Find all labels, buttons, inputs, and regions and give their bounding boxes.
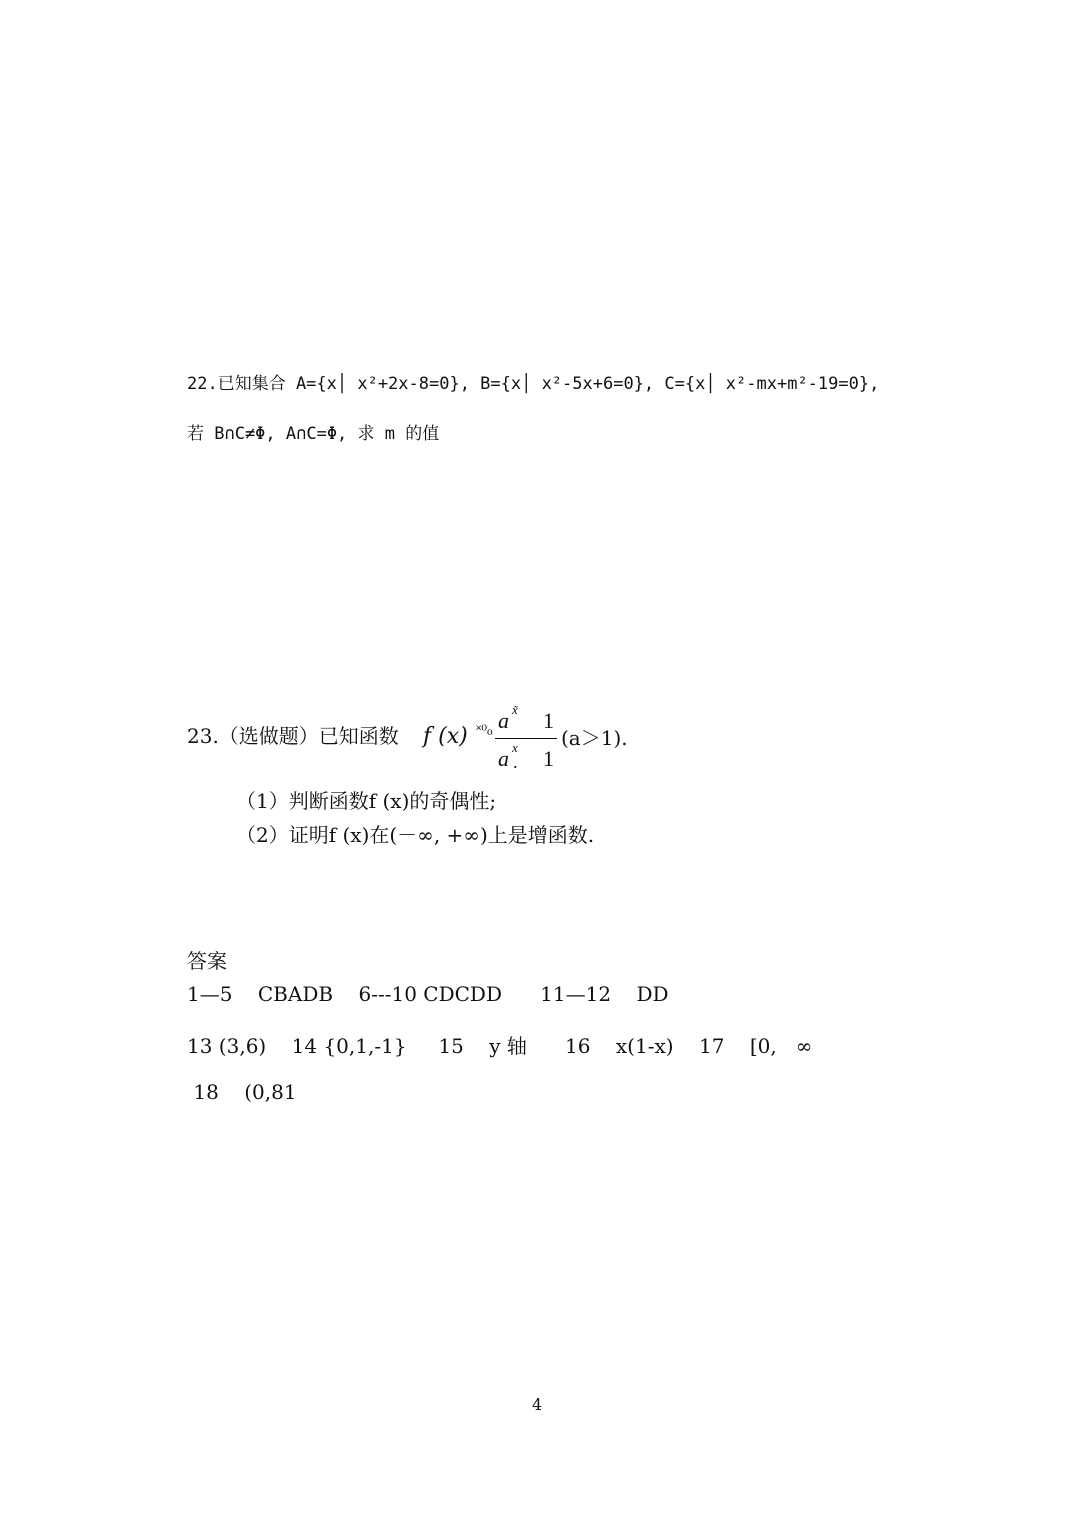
answers-row-3: 18 (0,81	[187, 1080, 297, 1104]
question-23-part-2: （2）证明f (x)在(－∞, +∞)上是增函数.	[236, 823, 595, 847]
answers-row-1: 1—5 CBADB 6---10 CDCDD 11—12 DD	[187, 982, 669, 1006]
fraction-bar	[495, 738, 557, 739]
denominator-dot: .	[513, 752, 518, 772]
denominator-base: a	[498, 746, 509, 771]
numerator-base: a	[498, 708, 509, 733]
question-23-garbled-equals: ˟⁰₀	[476, 723, 493, 739]
question-22-line-1: 22.已知集合 A={x│ x²+2x-8=0}, B={x│ x²-5x+6=0}, C={x│ x²-mx+m²-19=0},	[187, 374, 880, 394]
numerator-one: 1	[543, 708, 554, 733]
denominator-one: 1	[543, 746, 554, 771]
question-23-prefix: 23.（选做题）已知函数	[187, 724, 399, 748]
question-23-function: f (x)	[423, 724, 468, 749]
page-number: 4	[532, 1395, 543, 1414]
question-23-condition: (a＞1).	[561, 726, 628, 750]
question-23-part-1: （1）判断函数f (x)的奇偶性;	[236, 789, 497, 813]
numerator-exponent: x̃	[512, 702, 518, 717]
denominator-exponent: x	[512, 740, 518, 755]
answers-row-2: 13 (3,6) 14 {0,1,-1} 15 y 轴 16 x(1-x) 17 [0, ∞	[187, 1034, 813, 1058]
question-22-line-2: 若 B∩C≠Φ, A∩C=Φ, 求 m 的值	[187, 424, 440, 444]
question-23-fraction	[495, 700, 565, 775]
answers-heading: 答案	[187, 949, 227, 973]
